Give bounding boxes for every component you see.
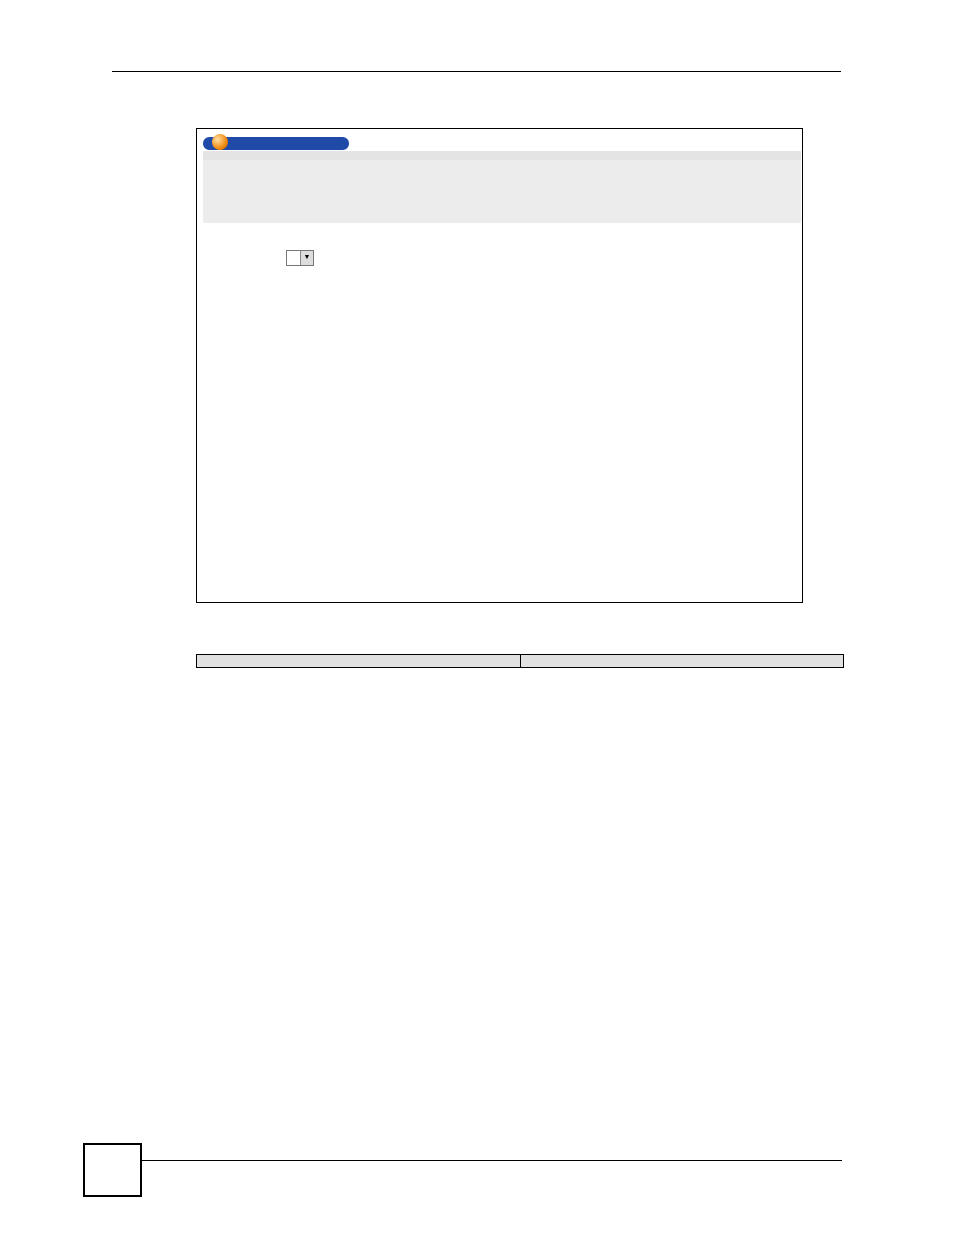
header-rule — [112, 71, 841, 72]
description-column-header — [520, 655, 844, 668]
temperature-unit-select[interactable] — [286, 250, 314, 266]
system-info-screenshot — [196, 128, 803, 603]
page-number — [83, 1143, 142, 1197]
table-caption — [196, 635, 206, 652]
system-info-panel — [203, 160, 801, 223]
description-table — [196, 654, 844, 668]
label-column-header — [197, 655, 521, 668]
footer-rule — [140, 1160, 842, 1161]
orange-ball-icon — [212, 134, 228, 150]
chevron-down-icon[interactable]: ▼ — [300, 251, 313, 265]
title-band — [203, 151, 801, 160]
figure-caption — [196, 108, 208, 125]
